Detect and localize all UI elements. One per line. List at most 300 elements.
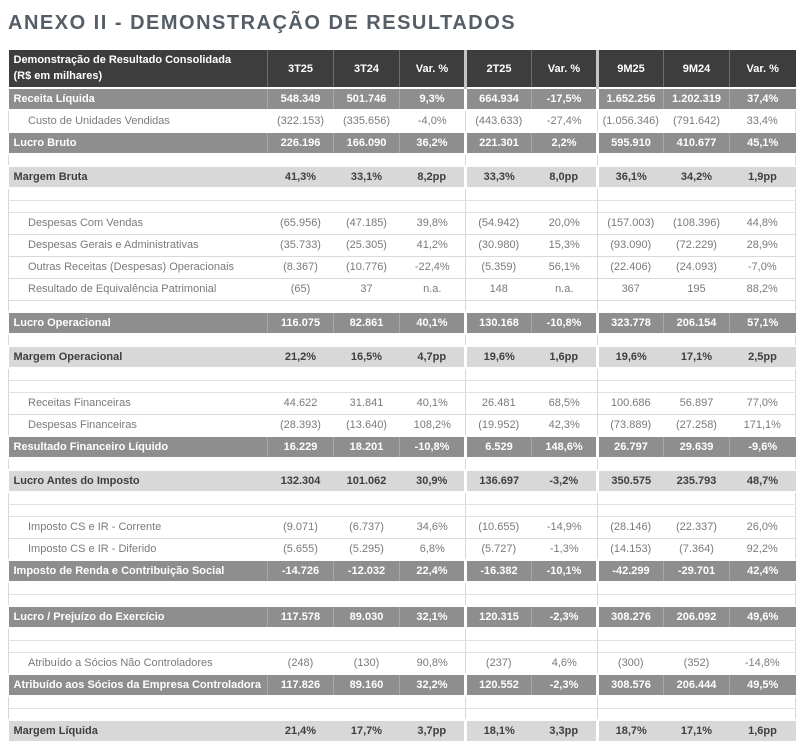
spacer-cell [466, 458, 532, 470]
column-header-7-var: Var. % [730, 50, 796, 88]
cell: 117.578 [268, 606, 334, 628]
row-label: Resultado Financeiro Líquido [9, 436, 268, 458]
table-row [9, 212, 796, 234]
table-row [9, 88, 796, 110]
cell: 1.652.256 [598, 88, 664, 110]
spacer-cell [334, 640, 400, 652]
spacer-cell [664, 628, 730, 640]
cell: -10,1% [532, 560, 598, 582]
spacer-row [9, 504, 796, 516]
cell: -4,0% [400, 110, 466, 132]
cell: 33,3% [466, 166, 532, 188]
cell: 308.576 [598, 674, 664, 696]
spacer-cell [532, 582, 598, 594]
cell: (65.956) [268, 212, 334, 234]
cell: 100.686 [598, 392, 664, 414]
spacer-cell [730, 492, 796, 504]
table-row [9, 278, 796, 300]
cell: (157.003) [598, 212, 664, 234]
spacer-cell [664, 368, 730, 380]
spacer-cell [334, 188, 400, 200]
cell: 350.575 [598, 470, 664, 492]
cell: (73.889) [598, 414, 664, 436]
spacer-cell [664, 200, 730, 212]
spacer-cell [466, 154, 532, 166]
spacer-cell [400, 504, 466, 516]
cell: -7,0% [730, 256, 796, 278]
row-label: Despesas Financeiras [9, 414, 268, 436]
spacer-row [9, 594, 796, 606]
spacer-row [9, 708, 796, 720]
spacer-cell [730, 368, 796, 380]
cell: 17,1% [664, 346, 730, 368]
cell: 41,2% [400, 234, 466, 256]
cell: 88,2% [730, 278, 796, 300]
cell: (237) [466, 652, 532, 674]
spacer-cell [598, 628, 664, 640]
cell: 171,1% [730, 414, 796, 436]
table-row [9, 346, 796, 368]
cell: 9,3% [400, 88, 466, 110]
spacer-cell [334, 628, 400, 640]
cell: 195 [664, 278, 730, 300]
cell: 15,3% [532, 234, 598, 256]
spacer-cell [532, 504, 598, 516]
spacer-cell [598, 300, 664, 312]
cell: 17,7% [334, 720, 400, 742]
spacer-row [9, 368, 796, 380]
spacer-row [9, 640, 796, 652]
table-row [9, 256, 796, 278]
cell: (10.776) [334, 256, 400, 278]
table-title-cell [9, 50, 268, 88]
cell: (22.406) [598, 256, 664, 278]
spacer-cell [598, 154, 664, 166]
cell: 16.229 [268, 436, 334, 458]
column-header-5-9m25: 9M25 [598, 50, 664, 88]
cell: 41,3% [268, 166, 334, 188]
row-label: Lucro Bruto [9, 132, 268, 154]
cell: 40,1% [400, 312, 466, 334]
cell: -27,4% [532, 110, 598, 132]
cell: 226.196 [268, 132, 334, 154]
cell: (5.727) [466, 538, 532, 560]
cell: (10.655) [466, 516, 532, 538]
spacer-cell [9, 628, 268, 640]
cell: 56,1% [532, 256, 598, 278]
cell: (9.071) [268, 516, 334, 538]
cell: (300) [598, 652, 664, 674]
spacer-cell [730, 594, 796, 606]
cell: -16.382 [466, 560, 532, 582]
cell: 120.315 [466, 606, 532, 628]
table-row [9, 470, 796, 492]
spacer-cell [598, 492, 664, 504]
cell: -3,2% [532, 470, 598, 492]
spacer-cell [730, 188, 796, 200]
header-row [9, 50, 796, 88]
spacer-cell [466, 334, 532, 346]
cell: 501.746 [334, 88, 400, 110]
cell: 37 [334, 278, 400, 300]
cell: 132.304 [268, 470, 334, 492]
cell: -10,8% [400, 436, 466, 458]
spacer-cell [598, 380, 664, 392]
spacer-row [9, 628, 796, 640]
cell: (248) [268, 652, 334, 674]
table-row [9, 166, 796, 188]
spacer-cell [400, 200, 466, 212]
spacer-cell [9, 380, 268, 392]
cell: 101.062 [334, 470, 400, 492]
row-label: Resultado de Equivalência Patrimonial [9, 278, 268, 300]
table-row [9, 312, 796, 334]
cell: -14,8% [730, 652, 796, 674]
spacer-cell [400, 188, 466, 200]
spacer-cell [268, 300, 334, 312]
spacer-cell [532, 380, 598, 392]
spacer-cell [466, 640, 532, 652]
cell: 92,2% [730, 538, 796, 560]
row-label: Receitas Financeiras [9, 392, 268, 414]
cell: 4,7pp [400, 346, 466, 368]
spacer-cell [598, 696, 664, 708]
spacer-cell [268, 200, 334, 212]
cell: 235.793 [664, 470, 730, 492]
cell: 17,1% [664, 720, 730, 742]
spacer-row [9, 492, 796, 504]
spacer-cell [664, 504, 730, 516]
cell: 26,0% [730, 516, 796, 538]
spacer-cell [598, 188, 664, 200]
spacer-cell [334, 368, 400, 380]
cell: (28.393) [268, 414, 334, 436]
cell: 45,1% [730, 132, 796, 154]
table-row [9, 110, 796, 132]
spacer-cell [466, 628, 532, 640]
spacer-cell [334, 200, 400, 212]
cell: 18.201 [334, 436, 400, 458]
cell: -2,3% [532, 606, 598, 628]
spacer-cell [532, 200, 598, 212]
spacer-cell [400, 582, 466, 594]
cell: 34,6% [400, 516, 466, 538]
cell: 8,0pp [532, 166, 598, 188]
spacer-cell [268, 154, 334, 166]
spacer-cell [9, 696, 268, 708]
column-header-1-3t24: 3T24 [334, 50, 400, 88]
cell: (6.737) [334, 516, 400, 538]
cell: 44,8% [730, 212, 796, 234]
spacer-cell [400, 368, 466, 380]
spacer-cell [268, 582, 334, 594]
spacer-cell [466, 504, 532, 516]
spacer-cell [532, 628, 598, 640]
row-label: Despesas Com Vendas [9, 212, 268, 234]
row-label: Custo de Unidades Vendidas [9, 110, 268, 132]
row-label: Atribuído aos Sócios da Empresa Controladora [9, 674, 268, 696]
cell: 148 [466, 278, 532, 300]
spacer-cell [400, 154, 466, 166]
cell: 21,2% [268, 346, 334, 368]
cell: 26.481 [466, 392, 532, 414]
spacer-cell [268, 708, 334, 720]
spacer-cell [9, 504, 268, 516]
spacer-cell [334, 696, 400, 708]
cell: (443.633) [466, 110, 532, 132]
cell: 148,6% [532, 436, 598, 458]
column-header-3-2t25: 2T25 [466, 50, 532, 88]
spacer-cell [664, 458, 730, 470]
cell: 49,6% [730, 606, 796, 628]
spacer-cell [466, 368, 532, 380]
cell: 32,1% [400, 606, 466, 628]
cell: 37,4% [730, 88, 796, 110]
cell: 21,4% [268, 720, 334, 742]
cell: (54.942) [466, 212, 532, 234]
row-label: Imposto CS e IR - Diferido [9, 538, 268, 560]
cell: -10,8% [532, 312, 598, 334]
spacer-row [9, 200, 796, 212]
cell: 19,6% [598, 346, 664, 368]
cell: 42,4% [730, 560, 796, 582]
results-table [8, 50, 796, 743]
cell: -1,3% [532, 538, 598, 560]
row-label: Imposto de Renda e Contribuição Social [9, 560, 268, 582]
cell: 2,2% [532, 132, 598, 154]
cell: (22.337) [664, 516, 730, 538]
cell: (5.655) [268, 538, 334, 560]
spacer-cell [730, 696, 796, 708]
cell: 1.202.319 [664, 88, 730, 110]
spacer-cell [400, 492, 466, 504]
cell: 410.677 [664, 132, 730, 154]
spacer-cell [466, 300, 532, 312]
spacer-cell [466, 200, 532, 212]
spacer-cell [466, 492, 532, 504]
cell: 44.622 [268, 392, 334, 414]
spacer-cell [532, 640, 598, 652]
cell: (13.640) [334, 414, 400, 436]
cell: 8,2pp [400, 166, 466, 188]
spacer-cell [598, 708, 664, 720]
spacer-cell [400, 458, 466, 470]
cell: 56.897 [664, 392, 730, 414]
cell: -12.032 [334, 560, 400, 582]
spacer-cell [532, 696, 598, 708]
spacer-cell [9, 594, 268, 606]
cell: 548.349 [268, 88, 334, 110]
cell: 18,7% [598, 720, 664, 742]
table-row [9, 720, 796, 742]
spacer-cell [532, 300, 598, 312]
spacer-cell [334, 708, 400, 720]
spacer-cell [9, 492, 268, 504]
spacer-row [9, 188, 796, 200]
spacer-cell [532, 334, 598, 346]
spacer-cell [532, 368, 598, 380]
cell: 166.090 [334, 132, 400, 154]
spacer-cell [334, 582, 400, 594]
cell: -14.726 [268, 560, 334, 582]
spacer-cell [334, 504, 400, 516]
cell: -22,4% [400, 256, 466, 278]
spacer-cell [268, 458, 334, 470]
cell: 1,6pp [730, 720, 796, 742]
spacer-cell [400, 696, 466, 708]
spacer-cell [268, 334, 334, 346]
cell: 28,9% [730, 234, 796, 256]
cell: 57,1% [730, 312, 796, 334]
cell: 6.529 [466, 436, 532, 458]
spacer-cell [664, 640, 730, 652]
spacer-cell [730, 300, 796, 312]
spacer-cell [532, 458, 598, 470]
row-label: Receita Líquida [9, 88, 268, 110]
cell: n.a. [400, 278, 466, 300]
spacer-cell [268, 380, 334, 392]
cell: 4,6% [532, 652, 598, 674]
cell: 120.552 [466, 674, 532, 696]
cell: (93.090) [598, 234, 664, 256]
cell: (19.952) [466, 414, 532, 436]
row-label: Margem Bruta [9, 166, 268, 188]
cell: 117.826 [268, 674, 334, 696]
table-row [9, 652, 796, 674]
spacer-row [9, 458, 796, 470]
row-label: Margem Operacional [9, 346, 268, 368]
spacer-cell [9, 188, 268, 200]
spacer-cell [334, 458, 400, 470]
spacer-cell [9, 458, 268, 470]
spacer-cell [334, 334, 400, 346]
spacer-cell [532, 154, 598, 166]
cell: 39,8% [400, 212, 466, 234]
spacer-cell [268, 594, 334, 606]
spacer-cell [730, 458, 796, 470]
cell: 367 [598, 278, 664, 300]
cell: (27.258) [664, 414, 730, 436]
row-label: Imposto CS e IR - Corrente [9, 516, 268, 538]
spacer-cell [664, 708, 730, 720]
spacer-cell [664, 154, 730, 166]
spacer-cell [598, 368, 664, 380]
spacer-cell [268, 640, 334, 652]
spacer-cell [400, 640, 466, 652]
cell: 68,5% [532, 392, 598, 414]
cell: 116.075 [268, 312, 334, 334]
cell: 36,2% [400, 132, 466, 154]
spacer-cell [466, 582, 532, 594]
cell: (25.305) [334, 234, 400, 256]
spacer-cell [334, 594, 400, 606]
spacer-row [9, 696, 796, 708]
spacer-cell [730, 380, 796, 392]
spacer-cell [466, 696, 532, 708]
spacer-cell [730, 504, 796, 516]
cell: 40,1% [400, 392, 466, 414]
spacer-cell [730, 334, 796, 346]
column-header-0-3t25: 3T25 [268, 50, 334, 88]
spacer-cell [730, 640, 796, 652]
cell: (30.980) [466, 234, 532, 256]
spacer-cell [400, 628, 466, 640]
spacer-cell [664, 188, 730, 200]
spacer-cell [9, 154, 268, 166]
cell: 33,4% [730, 110, 796, 132]
spacer-row [9, 334, 796, 346]
spacer-cell [334, 154, 400, 166]
spacer-cell [9, 334, 268, 346]
row-label: Lucro Operacional [9, 312, 268, 334]
cell: (322.153) [268, 110, 334, 132]
cell: (65) [268, 278, 334, 300]
spacer-cell [268, 188, 334, 200]
spacer-cell [532, 492, 598, 504]
row-label: Margem Líquida [9, 720, 268, 742]
cell: 34,2% [664, 166, 730, 188]
spacer-cell [730, 154, 796, 166]
cell: 18,1% [466, 720, 532, 742]
spacer-cell [730, 582, 796, 594]
column-header-4-var: Var. % [532, 50, 598, 88]
table-row [9, 674, 796, 696]
cell: 19,6% [466, 346, 532, 368]
spacer-cell [730, 628, 796, 640]
column-header-6-9m24: 9M24 [664, 50, 730, 88]
cell: (7.364) [664, 538, 730, 560]
cell: -9,6% [730, 436, 796, 458]
cell: 77,0% [730, 392, 796, 414]
spacer-cell [598, 334, 664, 346]
table-body [9, 88, 796, 742]
spacer-cell [730, 200, 796, 212]
cell: (47.185) [334, 212, 400, 234]
cell: 308.276 [598, 606, 664, 628]
cell: -42.299 [598, 560, 664, 582]
spacer-cell [730, 708, 796, 720]
cell: 664.934 [466, 88, 532, 110]
cell: 36,1% [598, 166, 664, 188]
cell: (5.359) [466, 256, 532, 278]
cell: -17,5% [532, 88, 598, 110]
cell: 595.910 [598, 132, 664, 154]
cell: -2,3% [532, 674, 598, 696]
table-row [9, 132, 796, 154]
cell: (5.295) [334, 538, 400, 560]
spacer-cell [664, 594, 730, 606]
spacer-cell [400, 300, 466, 312]
spacer-cell [598, 594, 664, 606]
spacer-row [9, 582, 796, 594]
cell: (1.056.346) [598, 110, 664, 132]
spacer-cell [268, 696, 334, 708]
spacer-cell [268, 492, 334, 504]
cell: 89.030 [334, 606, 400, 628]
spacer-cell [400, 594, 466, 606]
cell: 32,2% [400, 674, 466, 696]
row-label: Lucro / Prejuízo do Exercício [9, 606, 268, 628]
cell: 206.154 [664, 312, 730, 334]
cell: 20,0% [532, 212, 598, 234]
spacer-cell [400, 708, 466, 720]
table-row [9, 234, 796, 256]
cell: 130.168 [466, 312, 532, 334]
table-row [9, 392, 796, 414]
cell: (8.367) [268, 256, 334, 278]
spacer-cell [334, 492, 400, 504]
cell: 323.778 [598, 312, 664, 334]
